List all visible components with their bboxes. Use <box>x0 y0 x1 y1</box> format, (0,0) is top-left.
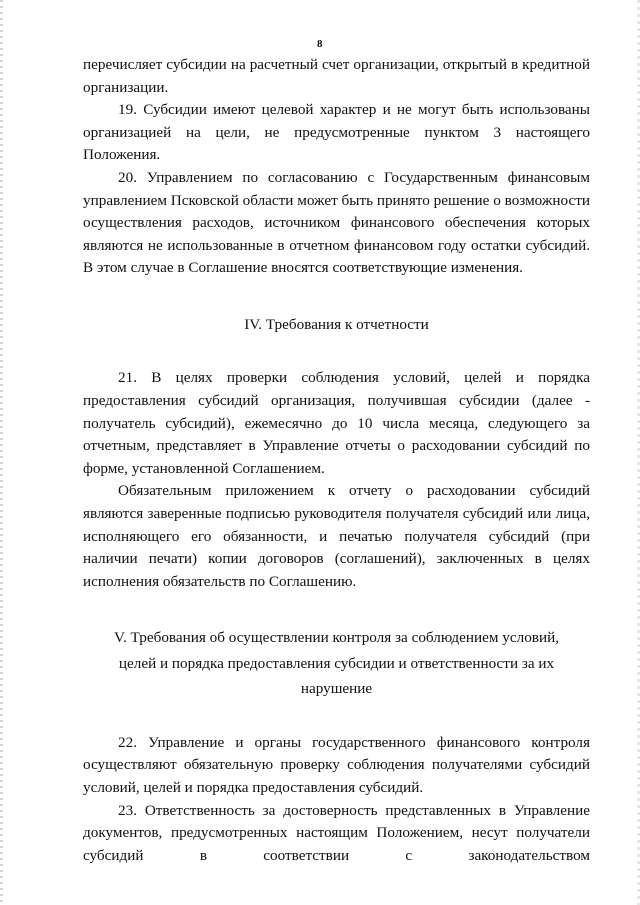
paragraph-21-appendix: Обязательным приложением к отчету о расходовании субсидий являются заверенные подписью руководителя получателя субсидий или лица, исполняющего его обязанности, и печатью получателя субсидий (при наличии печати) копии договоров (соглашений), заключенных в целях исполнения обязательств по Соглашению. <box>83 482 590 590</box>
paragraph-20: 20. Управлением по согласованию с Государственным финансовым управлением Псковской области может быть принято решение о возможности осуществления расходов, источником финансового обеспечения которых являются не использованные в отчетном финансовом году остатки субсидий. В этом случае в Соглашение вносятся соответствующие изменения. <box>83 168 590 277</box>
scan-edge-left <box>0 0 3 905</box>
section-heading-v-line-2: целей и порядка предоставления субсидии и ответственности за их <box>118 654 555 672</box>
paragraph-19: 19. Субсидии имеют целевой характер и не могут быть использованы организацией на цели, не предусмотренные пунктом 3 настоящего Положения. <box>83 101 590 164</box>
section-heading-v-line-1: V. Требования об осуществлении контроля за соблюдением условий, <box>113 629 560 647</box>
section-heading-v-line-3: нарушение <box>300 680 373 698</box>
page-number: 8 <box>317 38 323 50</box>
section-heading-iv: IV. Требования к отчетности <box>244 315 429 333</box>
paragraph-continuation: перечисляет субсидии на расчетный счет организации, открытый в кредитной организации. <box>83 56 590 96</box>
document-body <box>83 54 590 867</box>
paragraph-21: 21. В целях проверки соблюдения условий, целей и порядка предоставления субсидий организация, получившая субсидии (далее - получатель субсидий), ежемесячно до 10 числа месяца, следующего за отчетным, представляет в Управление отчеты о расходовании субсидий по форме, установленной Соглашением. <box>83 369 590 477</box>
paragraph-22: 22. Управление и органы государственного финансового контроля осуществляют обязательную проверку соблюдения получателями субсидий условий, целей и порядка предоставления субсидий. <box>83 733 590 797</box>
paragraph-23: 23. Ответственность за достоверность представленных в Управление документов, предусмотренных настоящим Положением, несут получатели субсидий в соответствии с законодательством <box>83 801 590 864</box>
